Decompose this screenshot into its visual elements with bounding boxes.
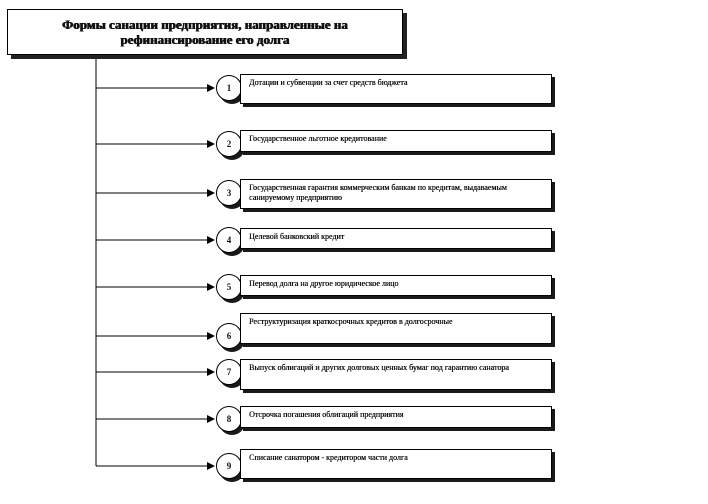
item-box-6: [240, 313, 552, 344]
item-box-3: [240, 179, 552, 209]
item-text-6: Реструктуризация краткосрочных кредитов в долгосрочные: [249, 317, 453, 326]
item-text-1: Дотации и субвенции за счет средств бюджета: [249, 78, 408, 87]
number-2: 2: [226, 139, 232, 149]
number-6: 6: [226, 331, 232, 341]
number-circle-6: [216, 323, 242, 349]
number-circle-3: [216, 180, 242, 206]
item-box-9: [240, 449, 552, 479]
item-box-8: [240, 406, 552, 428]
item-text-5: Перевод долга на другое юридическое лицо: [249, 279, 399, 288]
item-box-5: [240, 275, 552, 296]
number-circle-9: [216, 453, 242, 479]
diagram-title-text: Формы санации предприятия, направленные на рефинансирование его долга: [62, 17, 348, 47]
item-text-4: Целевой банковский кредит: [249, 232, 345, 241]
item-box-1: [240, 74, 552, 104]
number-9: 9: [226, 461, 232, 471]
item-box-7: [240, 359, 552, 390]
item-text-2: Государственное льготное кредитование: [249, 134, 387, 143]
number-circle-2: [216, 131, 242, 157]
number-1: 1: [226, 83, 232, 93]
item-box-2: [240, 130, 552, 152]
number-circle-1: [216, 75, 242, 101]
item-text-8: Отсрочка погашения облигаций предприятия: [249, 410, 404, 419]
number-4: 4: [226, 235, 232, 245]
item-text-3: Государственная гарантия коммерческим банкам по кредитам, выдаваемым санируемому предприятию: [249, 183, 507, 202]
number-5: 5: [226, 282, 232, 292]
number-3: 3: [226, 188, 232, 198]
number-circle-5: [216, 274, 242, 300]
number-circle-7: [216, 359, 242, 385]
number-7: 7: [226, 367, 232, 377]
item-box-4: [240, 228, 552, 249]
number-8: 8: [226, 414, 232, 424]
number-circle-4: [216, 227, 242, 253]
item-text-7: Выпуск облигаций и других долговых ценных бумаг под гарантию санатора: [249, 363, 509, 372]
number-circle-8: [216, 406, 242, 432]
item-text-9: Списание санатором - кредитором части долга: [249, 453, 408, 462]
